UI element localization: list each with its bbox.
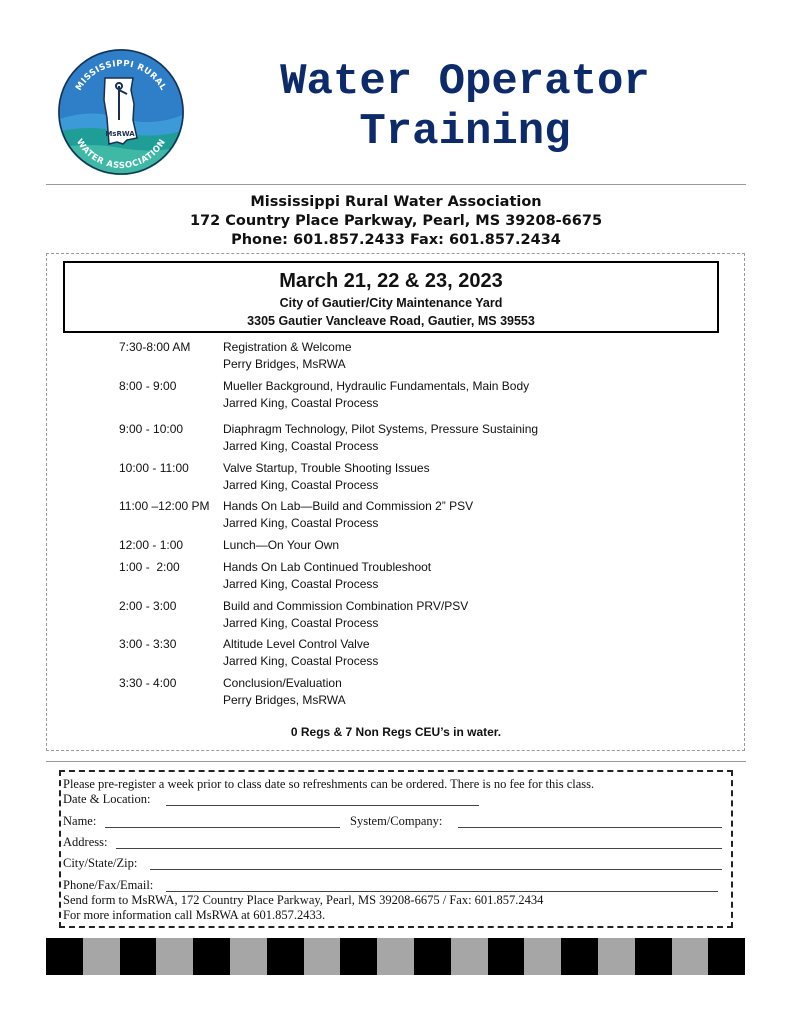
agenda-time: 1:00 - 2:00 [119,560,180,574]
form-intro: Please pre-register a week prior to class date so refreshments can be ordered. There is no fee for this class. [63,777,595,791]
agenda-topic: Mueller Background, Hydraulic Fundamentals, Main Body [223,379,530,393]
agenda-topic: Conclusion/Evaluation [223,676,342,690]
event-details [63,261,719,333]
agenda-row [0,598,791,632]
agenda-speaker: Jarred King, Coastal Process [223,478,379,492]
logo-top-text: MISSISSIPPI RURAL [73,58,169,93]
agenda-time: 11:00 –12:00 PM [119,499,210,513]
name-field[interactable] [105,827,340,828]
agenda-time: 7:30-8:00 AM [119,340,191,354]
agenda-row [0,559,791,593]
agenda-row [0,498,791,532]
city-state-zip-field[interactable] [150,869,722,870]
org-address: 172 Country Place Parkway, Pearl, MS 39208-6675 [189,213,603,229]
agenda-topic: Diaphragm Technology, Pilot Systems, Pressure Sustaining [223,422,539,436]
agenda-topic: Build and Commission Combination PRV/PSV [223,599,469,613]
address-label: Address: [63,835,108,849]
agenda-speaker: Jarred King, Coastal Process [223,577,379,591]
agenda-speaker: Jarred King, Coastal Process [223,396,379,410]
agenda-speaker: Jarred King, Coastal Process [223,616,379,630]
agenda-topic: Valve Startup, Trouble Shooting Issues [223,461,430,475]
agenda-topic: Registration & Welcome [223,340,352,354]
phone-fax-email-label: Phone/Fax/Email: [63,878,154,892]
agenda-speaker: Perry Bridges, MsRWA [223,357,346,371]
date-location-field[interactable] [166,805,479,806]
address-field[interactable] [116,848,722,849]
agenda-time: 10:00 - 11:00 [119,461,189,475]
form-divider [46,761,746,762]
page-title-line-2: Training [359,107,571,157]
event-address: 3305 Gautier Vancleave Road, Gautier, MS 39553 [247,314,535,328]
agenda-topic: Hands On Lab Continued Troubleshoot [223,560,432,574]
org-name: Mississippi Rural Water Association [250,194,542,210]
agenda-topic: Altitude Level Control Valve [223,637,370,651]
name-label: Name: [63,814,97,828]
agenda-time: 3:30 - 4:00 [119,676,177,690]
agenda-topic: Lunch—On Your Own [223,538,340,552]
system-company-label: System/Company: [350,814,443,828]
agenda-time: 8:00 - 9:00 [119,379,177,393]
agenda-time: 12:00 - 1:00 [119,538,184,552]
agenda-row [0,460,791,494]
agenda-topic: Hands On Lab—Build and Commission 2” PSV [223,499,474,513]
agenda-time: 9:00 - 10:00 [119,422,184,436]
more-info: For more information call MsRWA at 601.857.2433. [63,908,326,922]
logo-badge-text: MsRWA [105,130,135,138]
page-title-line-1: Water Operator [280,57,650,107]
agenda-speaker: Perry Bridges, MsRWA [223,693,346,707]
phone-fax-email-field[interactable] [166,891,718,892]
event-dates: March 21, 22 & 23, 2023 [279,270,503,292]
send-form-info: Send form to MsRWA, 172 Country Place Parkway, Pearl, MS 39208-6675 / Fax: 601.857.2434 [63,893,544,907]
header-divider [46,184,746,185]
agenda-row [0,421,791,455]
system-company-field[interactable] [458,827,722,828]
agenda-row [0,378,791,412]
agenda-row [0,675,791,709]
agenda-row [0,636,791,670]
agenda-time: 2:00 - 3:00 [119,599,177,613]
logo-bottom-text: WATER ASSOCIATION [73,137,169,172]
city-state-zip-label: City/State/Zip: [63,856,138,870]
agenda-speaker: Jarred King, Coastal Process [223,439,379,453]
agenda-row [0,339,791,373]
agenda-speaker: Jarred King, Coastal Process [223,516,379,530]
org-phone: Phone: 601.857.2433 Fax: 601.857.2434 [231,232,561,248]
checker-footer-band [46,938,745,975]
date-location-label: Date & Location: [63,792,151,806]
agenda-time: 3:00 - 3:30 [119,637,177,651]
agenda-speaker: Jarred King, Coastal Process [223,654,379,668]
event-venue: City of Gautier/City Maintenance Yard [279,296,503,310]
ceu-credits: 0 Regs & 7 Non Regs CEU’s in water. [290,725,502,739]
msrwa-logo [57,48,185,176]
svg-text:MsRWA [105,130,135,138]
